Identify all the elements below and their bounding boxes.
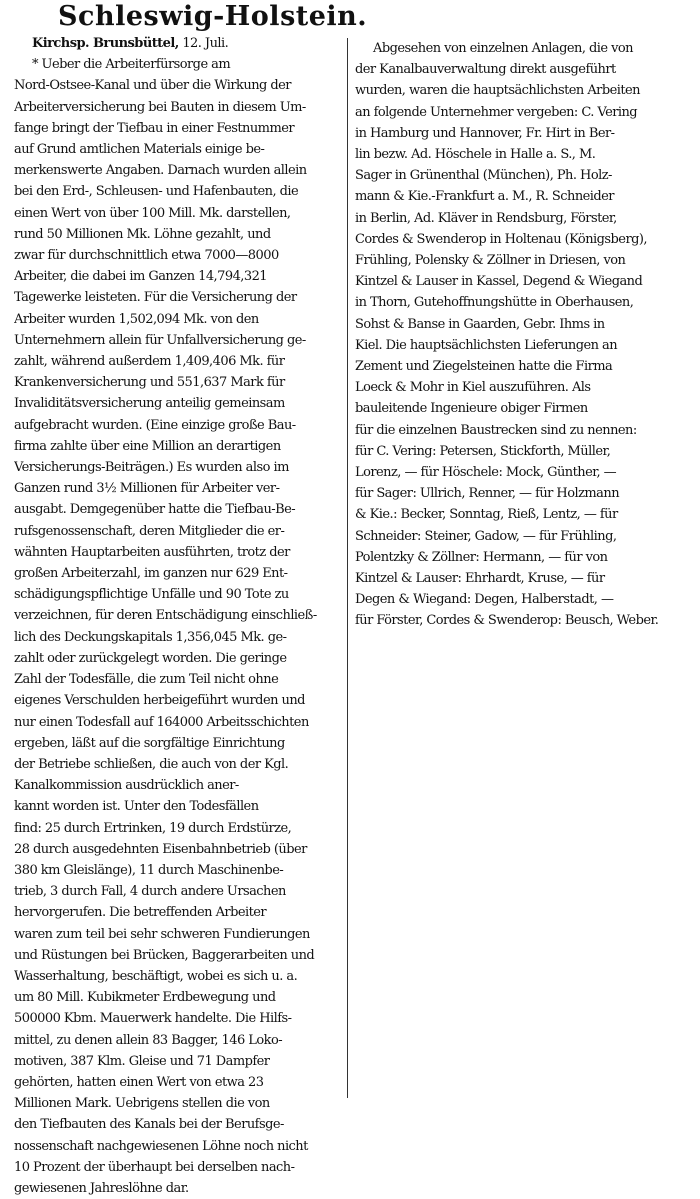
text-line: nur einen Todesfall auf 164000 Arbeitsschichten: [14, 714, 309, 730]
text-line: der Kanalbauverwaltung direkt ausgeführt: [355, 62, 616, 78]
text-line: 380 km Gleislänge), 11 durch Maschinenbe-: [14, 862, 284, 878]
text-line: trieb, 3 durch Fall, 4 durch andere Ursachen: [14, 884, 286, 900]
text-line: Cordes & Swenderop in Holtenau (Königsberg),: [355, 231, 647, 247]
text-line: Arbeiter wurden 1,502,094 Mk. von den: [14, 311, 259, 327]
right-column: [355, 38, 695, 632]
text-line: für Förster, Cordes & Swenderop: Beusch, Weber.: [355, 613, 659, 629]
text-line: in Thorn, Gutehoffnungshütte in Oberhausen,: [355, 295, 634, 311]
text-line: gewiesenen Jahreslöhne dar.: [14, 1180, 189, 1196]
text-line: Krankenversicherung und 551,637 Mark für: [14, 375, 285, 391]
text-line: Schneider: Steiner, Gadow, — für Frühling,: [355, 528, 617, 544]
text-line: ausgabt. Demgegenüber hatte die Tiefbau-Be-: [14, 502, 296, 518]
text-line: der Betriebe schließen, die auch von der Kgl.: [14, 756, 289, 772]
text-line: firma zahlte über eine Million an derartigen: [14, 438, 281, 454]
dateline-date: 12. Juli.: [182, 36, 229, 51]
text-line: 28 durch ausgedehnten Eisenbahnbetrieb (über: [14, 841, 307, 857]
text-line: bei den Erd-, Schleusen- und Hafenbauten, die: [14, 184, 299, 200]
text-line: wurden, waren die hauptsächlichsten Arbeiten: [355, 83, 641, 99]
text-line: 10 Prozent der überhaupt bei derselben nach-: [14, 1159, 295, 1175]
text-line: in Berlin, Ad. Kläver in Rendsburg, Förster,: [355, 210, 617, 226]
text-line: Arbeiterversicherung bei Bauten in diesem Um-: [14, 99, 306, 115]
text-line: rund 50 Millionen Mk. Löhne gezahlt, und: [14, 226, 271, 242]
text-line: einen Wert von über 100 Mill. Mk. darstellen,: [14, 205, 291, 221]
text-line: an folgende Unternehmer vergeben: C. Vering: [355, 104, 638, 120]
text-line: ergeben, läßt auf die sorgfältige Einrichtung: [14, 735, 285, 751]
left-column-lines: [14, 54, 341, 1199]
text-line: großen Arbeiterzahl, im ganzen nur 629 Ent-: [14, 566, 288, 582]
text-line: in Hamburg und Hannover, Fr. Hirt in Ber-: [355, 125, 615, 141]
text-line: bauleitende Ingenieure obiger Firmen: [355, 401, 588, 417]
text-line: eigenes Verschulden herbeigeführt wurden und: [14, 693, 305, 709]
text-line: mann & Kie.-Frankfurt a. M., R. Schneider: [355, 189, 614, 205]
text-line: zahlt oder zurückgelegt worden. Die geringe: [14, 650, 287, 666]
right-column-lines: [355, 38, 695, 632]
text-line: für Sager: Ullrich, Renner, — für Holzmann: [355, 486, 620, 502]
text-line: Lorenz, — für Höschele: Mock, Günther, —: [355, 465, 617, 481]
text-line: rufsgenossenschaft, deren Mitglieder die er-: [14, 523, 285, 539]
text-line: gehörten, hatten einen Wert von etwa 23: [14, 1074, 264, 1090]
text-line: hervorgerufen. Die betreffenden Arbeiter: [14, 905, 267, 921]
text-line: lich des Deckungskapitals 1,356,045 Mk. ge-: [14, 629, 287, 645]
text-line: Frühling, Polensky & Zöllner in Driesen, von: [355, 253, 626, 269]
text-line: zahlt, während außerdem 1,409,406 Mk. für: [14, 354, 285, 370]
text-line: merkenswerte Angaben. Darnach wurden allein: [14, 163, 307, 179]
dateline: [14, 33, 341, 54]
text-line: den Tiefbauten des Kanals bei der Berufsge-: [14, 1117, 284, 1133]
text-line: auf Grund amtlichen Materials einige be-: [14, 142, 265, 158]
dateline-place: Kirchsp. Brunsbüttel,: [32, 36, 179, 51]
left-column: [14, 33, 341, 1199]
text-line: mittel, zu denen allein 83 Bagger, 146 Loko-: [14, 1032, 283, 1048]
text-line: Sohst & Banse in Gaarden, Gebr. Ihms in: [355, 316, 605, 332]
text-line: Degen & Wiegand: Degen, Halberstadt, —: [355, 592, 614, 608]
text-line: Polentzky & Zöllner: Hermann, — für von: [355, 549, 608, 565]
text-line: fange bringt der Tiefbau in einer Festnummer: [14, 120, 295, 136]
section-heading: Schleswig-Holstein.: [58, 1, 368, 32]
text-line: Loeck & Mohr in Kiel auszuführen. Als: [355, 380, 591, 396]
text-line: Millionen Mark. Uebrigens stellen die von: [14, 1096, 270, 1112]
text-line: & Kie.: Becker, Sonntag, Rieß, Lentz, — für: [355, 507, 618, 523]
column-divider: [347, 38, 348, 1098]
text-line: für C. Vering: Petersen, Stickforth, Müller,: [355, 443, 611, 459]
text-line: Sager in Grünenthal (München), Ph. Holz-: [355, 168, 612, 184]
text-line: verzeichnen, für deren Entschädigung einschließ-: [14, 608, 317, 624]
text-line: um 80 Mill. Kubikmeter Erdbewegung und: [14, 990, 276, 1006]
text-line: Abgesehen von einzelnen Anlagen, die von: [373, 41, 634, 56]
text-line: Wasserhaltung, beschäftigt, wobei es sich u. a.: [14, 968, 298, 984]
text-line: zwar für durchschnittlich etwa 7000—8000: [14, 248, 279, 264]
text-line: Kintzel & Lauser in Kassel, Degend & Wiegand: [355, 274, 643, 290]
text-line: Nord-Ostsee-Kanal und über die Wirkung der: [14, 78, 291, 94]
text-line: aufgebracht wurden. (Eine einzige große Bau-: [14, 417, 296, 433]
text-line: Arbeiter, die dabei im Ganzen 14,794,321: [14, 269, 268, 285]
text-line: * Ueber die Arbeiterfürsorge am: [32, 57, 231, 73]
text-line: und Rüstungen bei Brücken, Baggerarbeiten und: [14, 947, 315, 963]
text-line: find: 25 durch Ertrinken, 19 durch Erdstürze,: [14, 820, 292, 836]
text-line: nossenschaft nachgewiesenen Löhne noch nicht: [14, 1138, 308, 1154]
text-line: Kiel. Die hauptsächlichsten Lieferungen an: [355, 337, 618, 353]
text-line: Unternehmern allein für Unfallversicherung ge-: [14, 332, 306, 348]
text-line: Versicherungs-Beiträgen.) Es wurden also im: [14, 460, 289, 476]
text-line: Kintzel & Lauser: Ehrhardt, Kruse, — für: [355, 571, 605, 587]
text-line: für die einzelnen Baustrecken sind zu nennen:: [355, 422, 637, 438]
text-line: motiven, 387 Klm. Gleise und 71 Dampfer: [14, 1053, 270, 1069]
text-line: lin bezw. Ad. Höschele in Halle a. S., M.: [355, 147, 596, 163]
text-line: Zement und Ziegelsteinen hatte die Firma: [355, 359, 613, 375]
text-line: Invaliditätsversicherung anteilig gemeinsam: [14, 396, 285, 412]
text-line: wähnten Hauptarbeiten ausführten, trotz der: [14, 544, 290, 560]
text-line: kannt worden ist. Unter den Todesfällen: [14, 799, 259, 815]
text-line: 500000 Kbm. Mauerwerk handelte. Die Hilfs-: [14, 1011, 292, 1027]
text-line: waren zum teil bei sehr schweren Fundierungen: [14, 926, 310, 942]
text-line: Zahl der Todesfälle, die zum Teil nicht ohne: [14, 672, 279, 688]
text-line: Kanalkommission ausdrücklich aner-: [14, 778, 239, 794]
text-line: schädigungspflichtige Unfälle und 90 Tote zu: [14, 587, 289, 603]
text-line: Tagewerke leisteten. Für die Versicherung der: [14, 290, 297, 306]
text-line: Ganzen rund 3½ Millionen für Arbeiter ver-: [14, 481, 280, 497]
